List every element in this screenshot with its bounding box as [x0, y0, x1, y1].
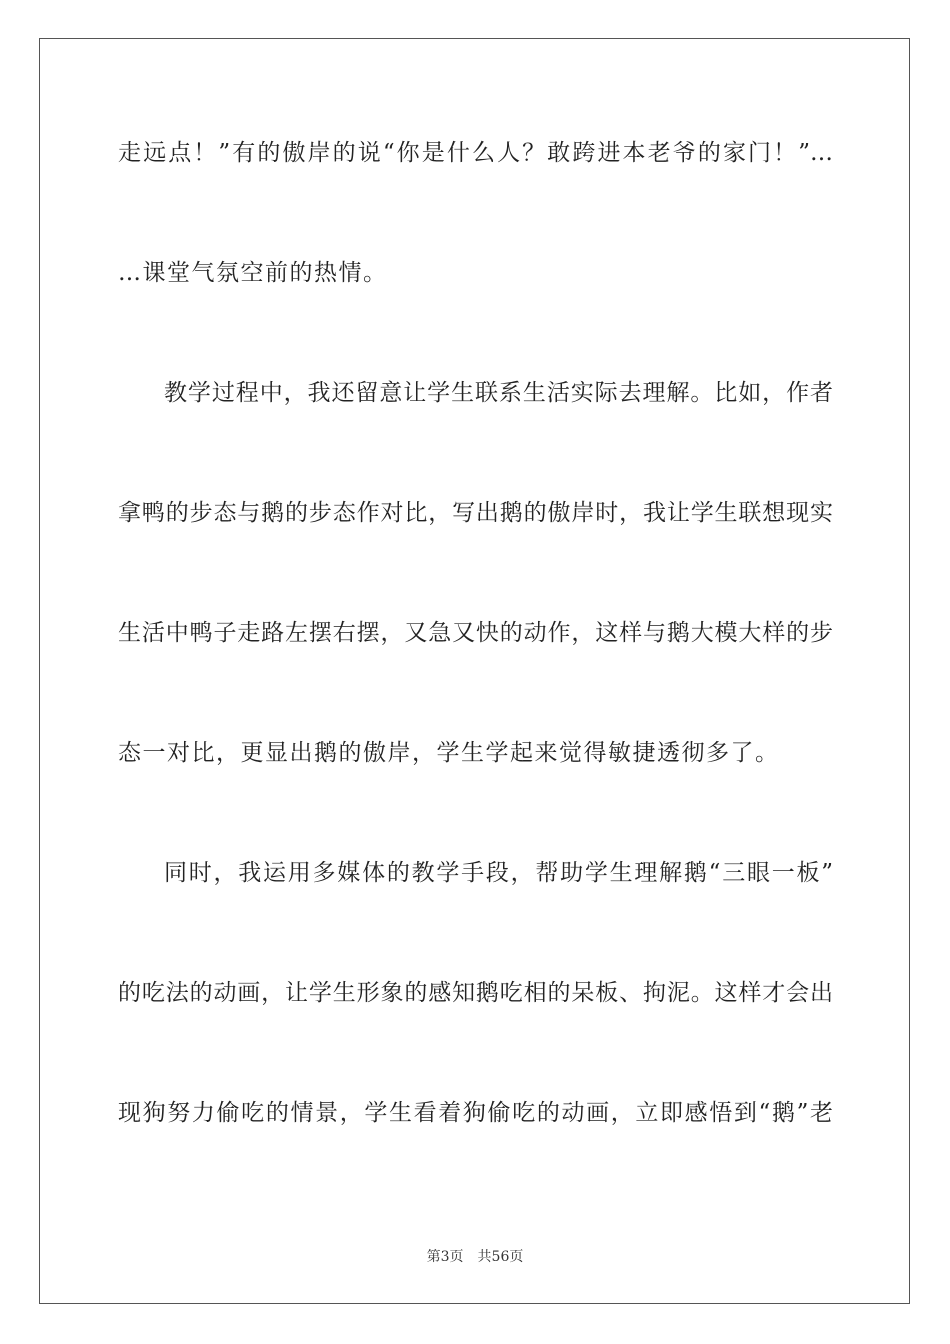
paragraph-line: …课堂气氛空前的热情。 [118, 260, 388, 286]
page-total: 共56页 [477, 1249, 524, 1265]
paragraph-line: 拿鸭的步态与鹅的步态作对比，写出鹅的傲岸时，我让学生联想现实 [118, 500, 833, 526]
paragraph-line: 同时，我运用多媒体的教学手段，帮助学生理解鹅“三眼一板” [164, 860, 833, 886]
paragraph-line: 现狗努力偷吃的情景，学生看着狗偷吃的动画，立即感悟到“鹅”老 [118, 1100, 833, 1126]
page-footer [0, 1248, 950, 1266]
paragraph-line: 态一对比，更显出鹅的傲岸，学生学起来觉得敏捷透彻多了。 [118, 740, 780, 766]
page-number: 第3页 [426, 1249, 464, 1265]
paragraph-line: 的吃法的动画，让学生形象的感知鹅吃相的呆板、拘泥。这样才会出 [118, 980, 833, 1006]
paragraph-line: 生活中鸭子走路左摆右摆，又急又快的动作，这样与鹅大模大样的步 [118, 620, 833, 646]
paragraph-line: 教学过程中，我还留意让学生联系生活实际去理解。比如，作者 [164, 380, 833, 406]
paragraph-line: 走远点！”有的傲岸的说“你是什么人？敢跨进本老爷的家门！”… [118, 140, 833, 166]
